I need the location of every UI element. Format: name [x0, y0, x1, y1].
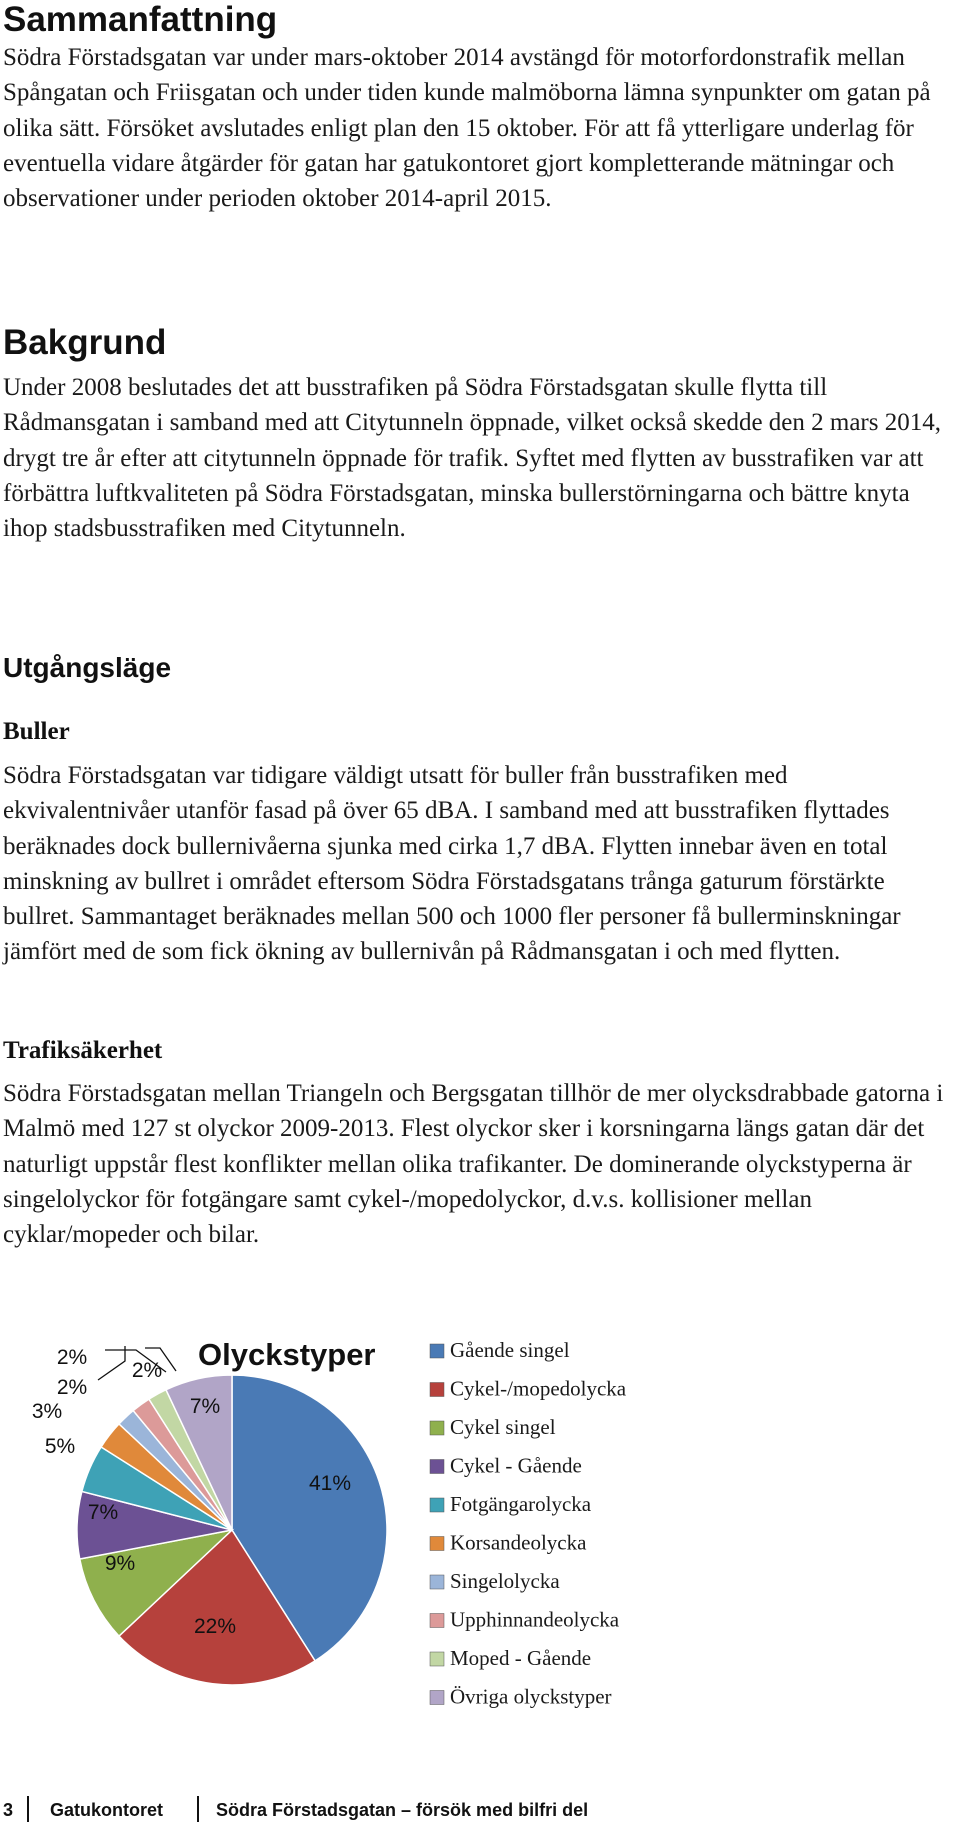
- subheading-traffic-safety: Trafiksäkerhet: [3, 1037, 163, 1064]
- page-number: 3: [3, 1800, 14, 1820]
- pie-data-label: 7%: [189, 1395, 221, 1418]
- noise-paragraph: Södra Förstadsgatan var tidigare väldigt utsatt för buller från busstrafiken med ekvivalentnivåer utanför fasad på över 65 dBA. I samband med att busstrafiken flyttades beräknades dock bullernivåerna sjunka med cirka 1,7 dBA. Flytten innebar även en total minskning av bullret i området eftersom Södra Förstadsgatans trånga gaturum förstärkte bullret. Sammantaget beräknades mellan 500 och 1000 fler personer få bullerminskningar jämfört med de som fick ökning av bullernivån på Rådmansgatan i och med flytten.: [3, 762, 901, 966]
- pie-data-label: 2%: [56, 1346, 88, 1369]
- legend-item-ovriga-olyckstyper: Övriga olyckstyper: [450, 1684, 612, 1709]
- page-footer: [0, 1796, 960, 1826]
- legend-item-cykel-singel: Cykel singel: [450, 1415, 556, 1439]
- legend-swatch: [430, 1460, 444, 1474]
- legend-item-korsandeolycka: Korsandeolycka: [450, 1530, 587, 1555]
- pie-data-label: 22%: [193, 1615, 237, 1638]
- pie-data-label: 5%: [44, 1435, 76, 1458]
- legend-swatch: [430, 1383, 444, 1397]
- footer-organization: Gatukontoret: [50, 1800, 164, 1820]
- legend-item-upphinnandeolycka: Upphinnandeolycka: [450, 1607, 620, 1632]
- pie-data-label: 41%: [308, 1472, 352, 1495]
- legend-swatch: [430, 1691, 444, 1705]
- legend-item-cykel-mopedolycka: Cykel-/mopedolycka: [450, 1376, 627, 1401]
- legend-item-fotgangarolycka: Fotgängarolycka: [450, 1492, 592, 1516]
- section-heading-starting-point: Utgångsläge: [3, 652, 172, 683]
- chart-title: Olyckstyper: [198, 1337, 376, 1372]
- legend-swatch: [430, 1344, 444, 1358]
- traffic-safety-paragraph: Södra Förstadsgatan mellan Triangeln och Bergsgatan tillhör de mer olycksdrabbade gatorna i Malmö med 127 st olyckor 2009-2013. Flest olyckor sker i korsningarna längs gatan där det naturligt uppstår flest konflikter mellan olika trafikanter. De dominerande olyckstyperna är singelolyckor för fotgängare samt cykel-/mopedolyckor, d.v.s. kollisioner mellan cyklar/mopeder och bilar.: [3, 1080, 944, 1249]
- pie-data-label: 2%: [131, 1359, 163, 1382]
- legend-swatch: [430, 1498, 444, 1512]
- legend-swatch: [430, 1575, 444, 1589]
- section-heading-background: Bakgrund: [3, 323, 167, 362]
- background-paragraph: Under 2008 beslutades det att busstrafiken på Södra Förstadsgatan skulle flytta till Rådmansgatan i samband med att Citytunneln öppnade, vilket också skedde den 2 mars 2014, drygt tre år efter att citytunneln öppnade för trafik. Syftet med flytten av busstrafiken var att förbättra luftkvaliteten på Södra Förstadsgatan, minska bullerstörningarna och bättre knyta ihop stadsbusstrafiken med Citytunneln.: [3, 374, 941, 543]
- legend-item-singelolycka: Singelolycka: [450, 1569, 560, 1593]
- legend-swatch: [430, 1614, 444, 1628]
- pie-data-label: 7%: [87, 1501, 119, 1524]
- legend-swatch: [430, 1652, 444, 1666]
- legend-item-moped-gaende: Moped - Gående: [450, 1646, 592, 1670]
- pie-data-label: 2%: [56, 1376, 88, 1399]
- section-heading-summary: Sammanfattning: [3, 0, 278, 39]
- footer-separator: [27, 1796, 29, 1822]
- pie-data-label: 3%: [31, 1400, 63, 1423]
- footer-document-title: Södra Förstadsgatan – försök med bilfri del: [216, 1800, 589, 1820]
- legend-item-cykel-gaende: Cykel - Gående: [450, 1453, 582, 1478]
- leader-line: [98, 1346, 125, 1380]
- accident-types-pie-chart: [0, 1330, 960, 1710]
- legend-swatch: [430, 1537, 444, 1551]
- legend-swatch: [430, 1421, 444, 1435]
- subheading-noise: Buller: [3, 718, 70, 745]
- legend-item-gaende-singel: Gående singel: [450, 1338, 570, 1362]
- footer-separator: [197, 1796, 199, 1822]
- pie-data-label: 9%: [104, 1552, 136, 1575]
- summary-paragraph: Södra Förstadsgatan var under mars-oktober 2014 avstängd för motorfordonstrafik mellan Spångatan och Friisgatan och under tiden kunde malmöborna lämna synpunkter om gatan på olika sätt. Försöket avslutades enligt plan den 15 oktober. För att få ytterligare underlag för eventuella vidare åtgärder för gatan har gatukontoret gjort kompletterande mätningar och observationer under perioden oktober 2014-april 2015.: [3, 44, 931, 213]
